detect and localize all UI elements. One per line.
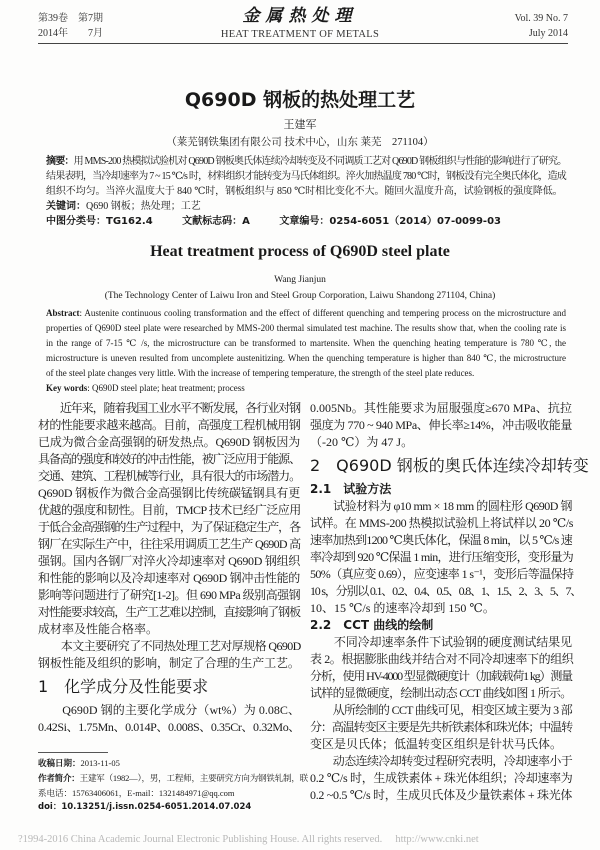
body-text-line: 试样。在 MMS-200 热模拟试验机上将试样以 20 ℃/s xyxy=(310,516,574,530)
body-text-line: 本文主要研究了不同热处理工艺对厚规格 Q690D xyxy=(38,639,301,653)
doi: doi：10.13251/j.issn.0254-6051.2014.07.024 xyxy=(38,802,252,812)
body-text-line: 10、15 ℃/s 的速率冷却到 150 ℃。 xyxy=(310,601,495,615)
body-text-line: 分析，使用 HV-4000 型显微硬度计（加载载荷1 kg）测量 xyxy=(310,669,572,683)
abstract-line: : Austenite continuous cooling transformation and the effect of different quenching and tempering process on the microstructure and xyxy=(79,308,566,318)
body-text-line: 和性能的影响以及冷却速率对 Q690D 钢冲击性能的 xyxy=(38,571,300,585)
paper-title-cn: Q690D 钢板的热处理工艺 xyxy=(184,89,416,111)
body-text-line: 材的性能要求越来越高。目前，高强度工程机械用钢 xyxy=(38,418,301,432)
volume-issue-en: Vol. 39 No. 7 xyxy=(514,13,568,24)
author-bio-line: 王建军（1982—），男，工程师，主要研究方向为钢铁轧制，联 xyxy=(79,773,308,783)
body-text-line: 具备高的强度和较好的冲击性能，被广泛应用于能源、 xyxy=(38,452,300,466)
abstract-line: 组织不均匀。当淬火温度大于 840 ℃时，钢板组织与 850 ℃时相比变化不大。随回火温度升高，试验钢板的强度降低。 xyxy=(46,186,563,197)
abstract-label-cn: 摘要： xyxy=(46,156,74,167)
body-column-left xyxy=(38,400,300,736)
copyright-notice: ?1994-2016 China Academic Journal Electronic Publishing House. All rights reserved. http://www.cnki.net xyxy=(18,834,479,845)
author-en: Wang Jianjun xyxy=(274,275,326,285)
author-cn: 王建军 xyxy=(283,118,317,131)
abstract-line: microstructure is uneven resulted from uncomplete austenitizing. When the quenching temperature is higher than 840 ℃, the microstructure xyxy=(46,353,566,363)
body-text-line: Q690D 钢板作为微合金高强钢比传统碳锰钢具有更 xyxy=(38,486,300,500)
body-text-line: 试验材料为 φ10 mm × 18 mm 的圆柱形 Q690D 钢 xyxy=(310,499,572,513)
abstract-cn xyxy=(46,154,566,229)
body-text-line: 近年来，随着我国工业水平不断发展，各行业对钢 xyxy=(38,401,300,415)
abstract-line: 结果表明，当冷却速率为 7 ~ 15 ℃/s 时，材料组织才能转变为马氏体组织。淬火加热温度 780 ℃时，钢板没有完全奥氏体化，造成 xyxy=(46,171,566,182)
abstract-line: in the range of 7-15 ℃ /s, the microstructure can be transformed to martensite. When the quenching heating temperature is 780 ℃, the xyxy=(46,338,566,348)
body-text-line: 钢板性能及组织的影响，制定了合理的生产工艺。 xyxy=(38,656,300,670)
body-text-line: 10 s，分别以 0.1、0.2、0.4、0.5、0.8、1、1.5、2、3、5、7、 xyxy=(310,584,582,598)
body-text-line: 强度为 770 ~ 940 MPa、伸长率≥14%，冲击吸收能量 xyxy=(310,418,572,432)
footnotes xyxy=(38,756,308,814)
received-label: 收稿日期： xyxy=(38,759,81,769)
body-text-line: 钢厂在实际生产中，往往采用调质工艺生产 Q690D 高 xyxy=(38,537,301,551)
abstract-en xyxy=(46,306,566,396)
section-heading: 1 化学成分及性能要求 xyxy=(38,677,209,696)
class-value: TG162.4 xyxy=(106,216,153,227)
doc-code-label: 文献标志码： xyxy=(182,216,243,227)
keywords-label-en: Key words xyxy=(46,383,88,393)
affiliation-en: (The Technology Center of Laiwu Iron and Steel Group Corporation, Laiwu Shandong 271104, China) xyxy=(104,291,496,301)
body-text-line: 成材率及性能合格率。 xyxy=(38,622,159,636)
body-text-line: 不同冷却速率条件下试验钢的硬度测试结果见 xyxy=(310,635,572,649)
body-text-line: 0.2 ℃/s 时，生成铁素体 + 珠光体组织；冷却速率为 xyxy=(310,771,573,785)
volume-issue-cn: 第39卷 第7期 xyxy=(38,13,103,24)
paper-title-en: Heat treatment process of Q690D steel plate xyxy=(150,243,450,260)
abstract-line: 用 MMS-200 热模拟试验机对 Q690D 钢板奥氏体连续冷却转变及不同调质工艺对 Q690D 钢板组织与性能的影响进行了研究。 xyxy=(73,156,567,167)
author-bio-label: 作者简介： xyxy=(38,774,80,784)
body-text-line: 率冷却到 920 ℃保温 1 min，进行压缩变形，变形量为 xyxy=(310,550,574,564)
body-text-line: 试样的显微硬度，绘制出动态 CCT 曲线如图 1 所示。 xyxy=(310,686,572,700)
keywords-en: : Q690D steel plate; heat treatment; process xyxy=(87,383,245,393)
body-text-line: 表 2。根据膨胀曲线并结合对不同冷却速率下的组织 xyxy=(310,652,574,666)
journal-name-en: HEAT TREATMENT OF METALS xyxy=(220,29,380,40)
date-en: July 2014 xyxy=(528,28,568,39)
body-text-line: 影响等问题进行了研究[1-2]。但 690 MPa 级别高强钢 xyxy=(38,588,301,602)
abstract-line: of the steel plate changes very little. With the increase of tempering temperature, the strength of the steel plate reduces. xyxy=(46,368,475,378)
subsection-heading: 2.1 试验方法 xyxy=(310,482,392,496)
section-heading: 2 Q690D 钢板的奥氏体连续冷却转变 xyxy=(310,456,589,475)
affiliation-cn: （莱芜钢铁集团有限公司 技术中心，山东 莱芜 271104） xyxy=(166,137,434,148)
body-text-line: 50%（真应变 0.69），应变速率 1 s⁻¹，变形后等温保持 xyxy=(310,567,574,581)
author-bio-line: 系电话：15763406061，E-mail：1321484971@qq.com xyxy=(38,788,235,798)
received-date: 2013-11-05 xyxy=(80,758,120,768)
class-label: 中图分类号： xyxy=(46,216,106,227)
body-text-line: 对性能要求较高，生产工艺难以控制，直接影响了钢板 xyxy=(38,605,300,619)
body-text-line: 优越的强度和韧性。目前，TMCP 技术已经广泛应用 xyxy=(38,503,301,517)
body-text-line: 强钢。国内各钢厂对淬火冷却速率对 Q690D 钢组织 xyxy=(38,554,300,568)
keywords-cn: Q690 钢板；热处理；工艺 xyxy=(86,201,201,212)
body-text-line: 于低合金高强钢的生产过程中，为了保证稳定生产，各 xyxy=(38,520,300,534)
body-text-line: 分：高温转变区主要是先共析铁素体和珠光体；中温转 xyxy=(310,720,572,734)
abstract-label-en: Abstract xyxy=(46,308,80,318)
body-text-line: 交通、建筑、工程机械等行业，具有很大的市场潜力。 xyxy=(38,469,300,483)
body-text-line: （-20 ℃）为 47 J。 xyxy=(310,435,414,449)
article-no-value: 0254-6051（2014）07-0099-03 xyxy=(329,216,502,227)
journal-logo: 金属热处理 xyxy=(242,6,358,25)
body-text-line: 速率加热到1200 ℃奥氏体化，保温 8 min，以 5 ℃/s 速 xyxy=(310,533,572,547)
body-column-right xyxy=(310,400,589,804)
body-text-line: 0.2 ~0.5 ℃/s 时，生成贝氏体及少量铁素体 + 珠光体 xyxy=(310,788,573,802)
body-text-line: 动态连续冷却转变过程研究表明，冷却速率小于 xyxy=(310,754,573,768)
body-text-line: Q690D 钢的主要化学成分（wt%）为 0.08C、 xyxy=(38,703,300,717)
subsection-heading: 2.2 CCT 曲线的绘制 xyxy=(310,618,434,632)
body-text-line: 变区是贝氏体；低温转变区组织是针状马氏体。 xyxy=(310,737,563,751)
abstract-line: properties of Q690D steel plate were researched by MMS-200 thermal simulated test machine. The results show that, when the cooling rate is xyxy=(46,323,566,333)
doc-code-value: A xyxy=(242,216,250,227)
keywords-label-cn: 关键词： xyxy=(46,201,86,212)
body-text-line: 0.42Si、1.75Mn、0.014P、0.008S、0.35Cr、0.32Mo、 xyxy=(38,720,300,734)
body-text-line: 0.005Nb。其性能要求为屈服强度≥670 MPa、抗拉 xyxy=(310,401,572,415)
article-no-label: 文章编号： xyxy=(279,216,330,227)
header-rule xyxy=(38,43,568,44)
footnote-rule xyxy=(38,752,108,753)
body-text-line: 从所绘制的 CCT 曲线可见，相变区域主要为 3 部 xyxy=(310,703,572,717)
body-text-line: 已成为微合金高强钢的研发热点。Q690D 钢板因为 xyxy=(38,435,300,449)
date-cn: 2014年 7月 xyxy=(38,28,103,39)
